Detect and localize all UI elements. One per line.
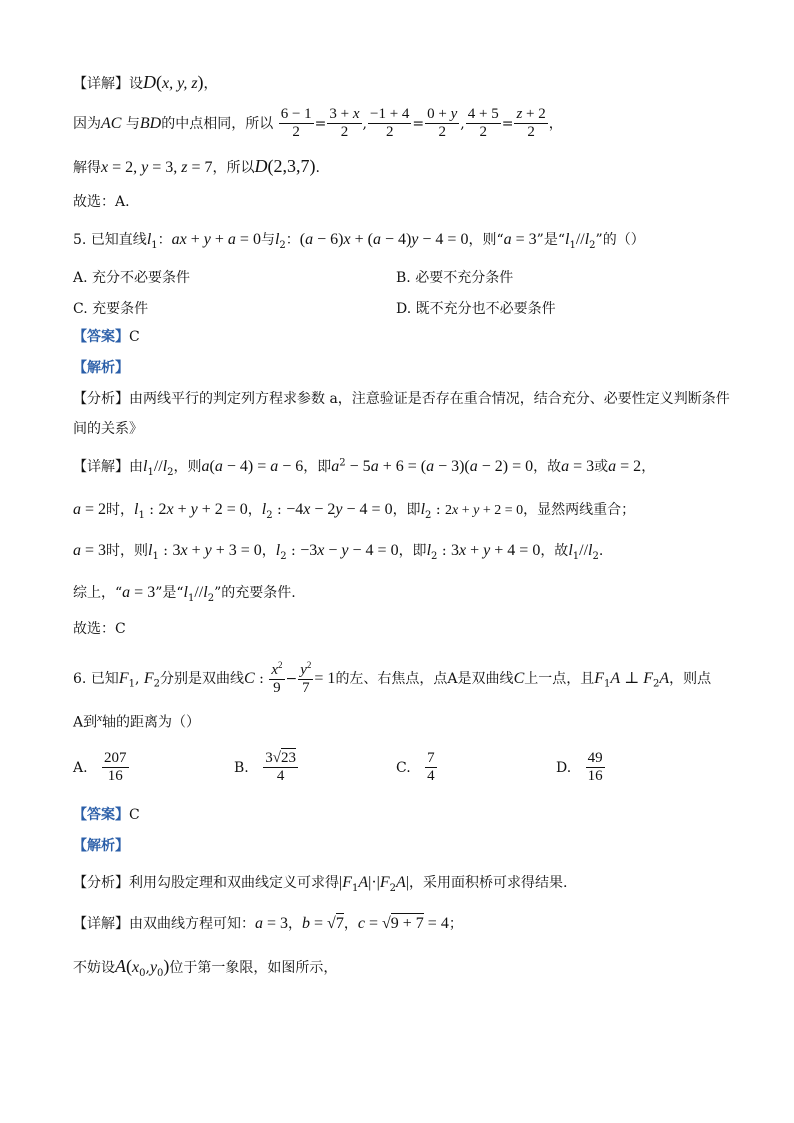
q6-option-b: B. $\frac{3√23}{4}$ (234, 750, 296, 785)
q5-case-a2: a = 2时，$l_1$ : 2x + y + 2 = 0，$l_2$ : −4x − 2y − 4 = 0，即$l_2$ : 2x + y + 2 = 0，显然两线重合； (73, 501, 636, 521)
q5-choose: 故选：C (73, 621, 126, 637)
q6-answer: 【答案】C (73, 807, 140, 823)
q6-analysis-label: 【解析】 (73, 838, 129, 854)
q6-stem-cont: A到$^x$轴的距离为（） (73, 712, 201, 731)
q5-fenxi: 【分析】由两线平行的判定列方程求参数 a，注意验证是否存在重合情况，结合充分、必要性定义判断条件 (73, 391, 730, 407)
q5-case-a3: a = 3时，则$l_1$ : 3x + y + 3 = 0，$l_2$ : −3x − y − 4 = 0，即$l_2$ : 3x + y + 4 = 0，故$l_1//l_2$. (73, 542, 604, 562)
q5-stem: 5. 已知直线$l_1$：ax + y + a = 0与$l_2$：(a − 6)x + (a − 4)y − 4 = 0，则“a = 3”是“$l_1//l_2$”的（） (73, 231, 645, 251)
q6-detail: 【详解】由双曲线方程可知：a = 3，b = √7，c = √9 + 7 = 4； (73, 915, 463, 932)
q5-detail: 【详解】由$l_1//l_2$，则a(a − 4) = a − 6，即$a^2 - 5a + 6 = (a - 3)(a - 2) = 0$，故a = 3或a = 2， (73, 457, 656, 478)
q6-option-c: C. $\frac{7}{4}$ (396, 750, 435, 785)
q6-option-a: A. $\frac{207}{16}$ (73, 750, 127, 785)
q5-option-a: A. 充分不必要条件 (73, 270, 191, 286)
q4-midpoint-line: 因为AC 与BD的中点相同，所以 $\frac{6 - 1}{2}$ = $\frac{3 + x}{2}$ , $\frac{-1 + 4}{2}$ = $\frac{0 + y}{2}$ , $\frac{4 + 5}{2}$ = $\frac{z + 2}{2}$ ， (73, 106, 563, 141)
q5-option-d: D. 既不充分也不必要条件 (396, 301, 556, 317)
q5-answer: 【答案】C (73, 329, 140, 345)
q5-option-b: B. 必要不充分条件 (396, 270, 514, 286)
q6-stem: 6. 已知$F_1$, $F_2$分别是双曲线C : $\frac{x^2}{9}$ − $\frac{y^2}{7}$ = 1的左、右焦点，点A是双曲线C上一点，且$F_1A$ ⊥ $F_2A$，则点 (73, 660, 712, 697)
q6-fenxi: 【分析】利用勾股定理和双曲线定义可求得$|F_1A|\cdot|F_2A|$，采用面积桥可求得结果. (73, 874, 568, 894)
q6-last-line: 不妨设$A(x_0,y_0)$位于第一象限，如图所示， (73, 956, 338, 979)
q6-option-d: D. $\frac{49}{16}$ (556, 750, 603, 785)
q4-detail-line: 【详解】设D(x, y, z)， (73, 72, 218, 92)
q5-summary: 综上，“a = 3”是“$l_1//l_2$”的充要条件. (73, 584, 296, 604)
q4-choose: 故选：A. (73, 194, 130, 210)
q5-option-c: C. 充要条件 (73, 301, 149, 317)
q4-solve-line: 解得x = 2, y = 3, z = 7，所以D(2,3,7). (73, 156, 320, 176)
q5-analysis-label: 【解析】 (73, 360, 129, 376)
q5-fenxi-cont: 间的关系》 (73, 421, 143, 437)
